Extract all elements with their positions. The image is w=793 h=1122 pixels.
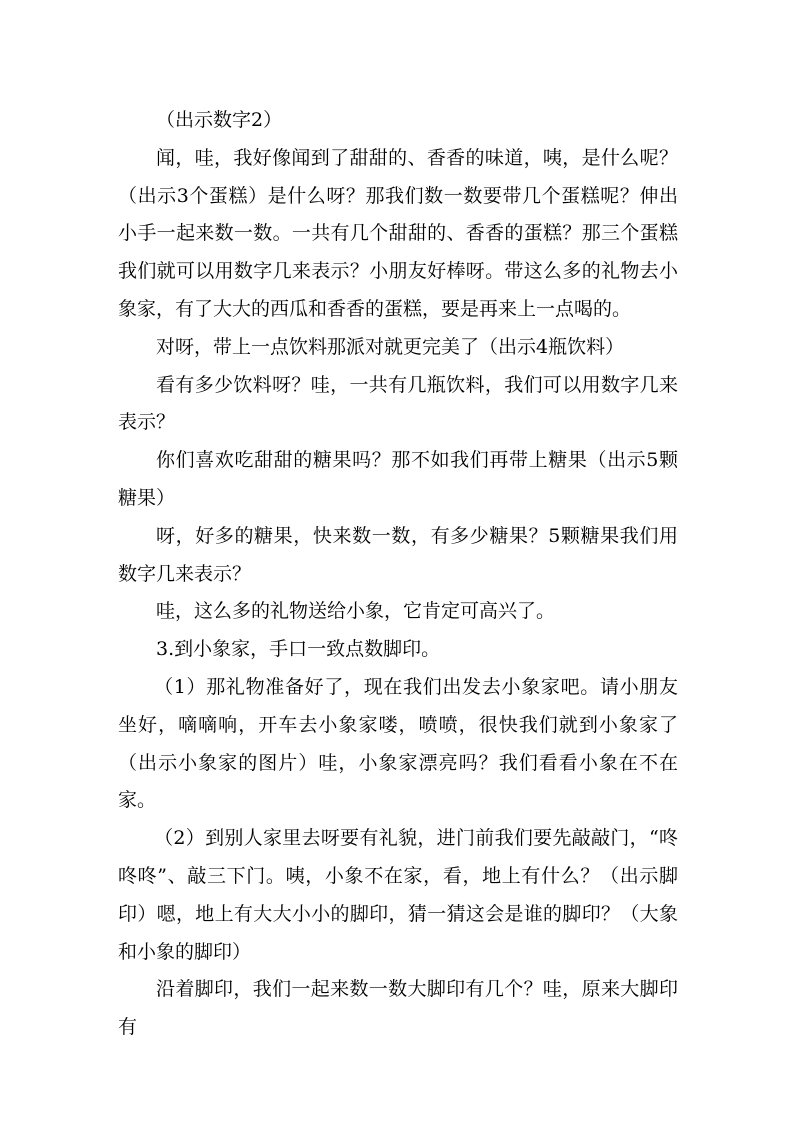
document-body <box>118 102 678 1047</box>
paragraph-footprints: 沿着脚印，我们一起来数一数大脚印有几个？哇，原来大脚印有 <box>118 978 678 1039</box>
paragraph-show-number-2: （出示数字2） <box>156 109 283 131</box>
paragraph-gifts: 哇，这么多的礼物送给小象，它肯定可高兴了。 <box>156 600 556 623</box>
paragraph-section-3-heading: 3.到小象家，手口一致点数脚印。 <box>156 638 441 661</box>
paragraph-drinks-intro: 对呀，带上一点饮料那派对就更完美了（出示4瓶饮料） <box>156 335 625 358</box>
paragraph-drinks-count: 看有多少饮料呀？哇，一共有几瓶饮料，我们可以用数字几来表示？ <box>118 373 678 434</box>
paragraph-step-2: （2）到别人家里去呀要有礼貌，进门前我们要先敲敲门，“咚咚咚”、敲三下门。咦，小象不在家，看，地上有什么？（出示脚印）嗯，地上有大大小小的脚印，猜一猜这会是谁的脚印？（大象和小象的脚印） <box>118 827 678 963</box>
paragraph-candy-intro: 你们喜欢吃甜甜的糖果吗？那不如我们再带上糖果（出示5颗糖果） <box>118 449 678 509</box>
paragraph-step-1: （1）那礼物准备好了，现在我们出发去小象家吧。请小朋友坐好，嘀嘀响，开车去小象家喽，喷喷，很快我们就到小象家了（出示小象家的图片）哇，小象家漂亮吗？我们看看小象在不在家。 <box>118 675 678 812</box>
paragraph-candy-count: 呀，好多的糖果，快来数一数，有多少糖果？5颗糖果我们用数字几来表示？ <box>118 524 678 585</box>
paragraph-cakes: 闻，哇，我好像闻到了甜甜的、香香的味道，咦，是什么呢？（出示3个蛋糕）是什么呀？那我们数一数要带几个蛋糕呢？伸出小手一起来数一数。一共有几个甜甜的、香香的蛋糕？那三个蛋糕我们就可以用数字几来表示？小朋友好棒呀。带这么多的礼物去小象家，有了大大的西瓜和香香的蛋糕，要是再来上一点喝的。 <box>118 146 678 320</box>
